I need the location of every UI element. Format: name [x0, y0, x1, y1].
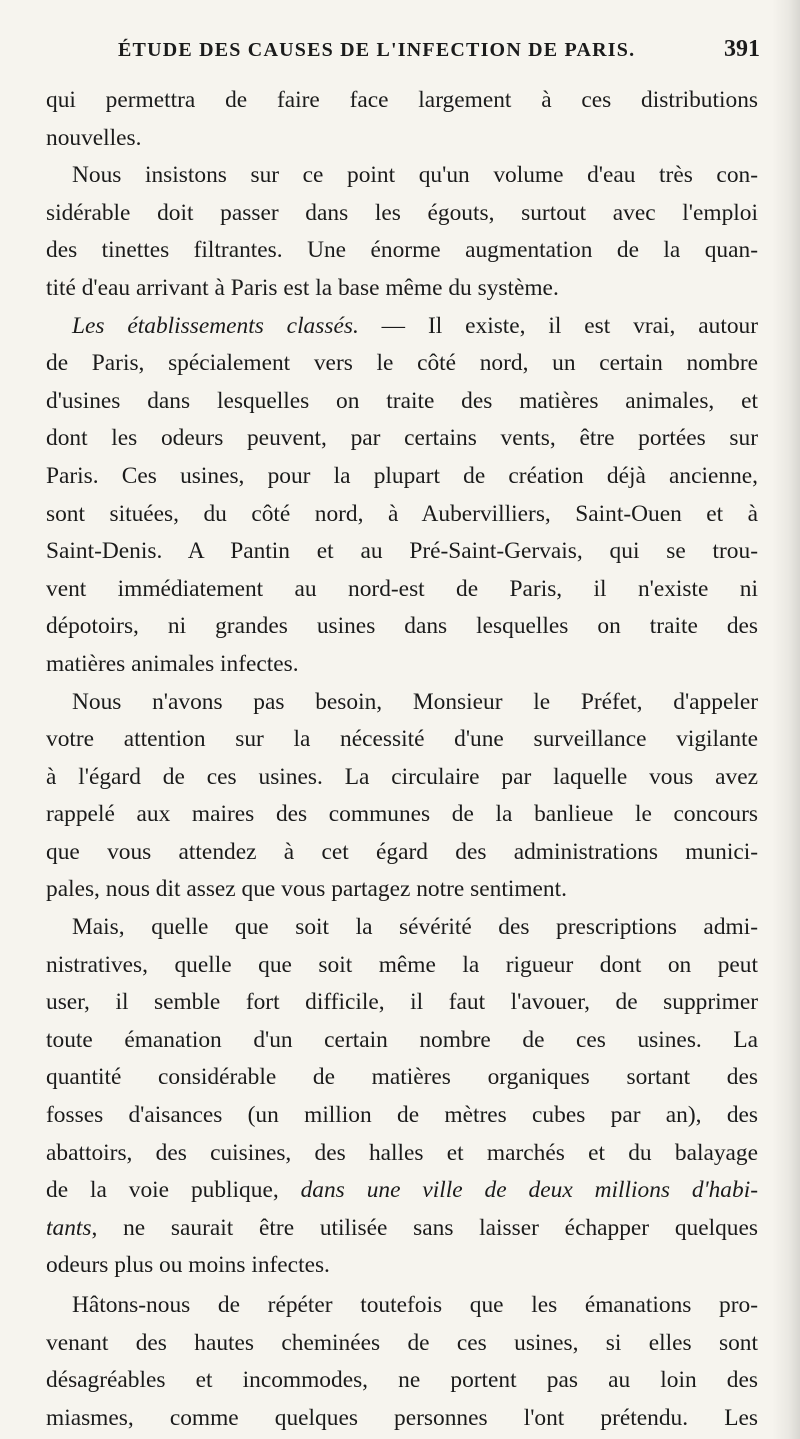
- line-text: sont situées, du côté nord, à Aubervilliers, Saint-Ouen et à: [46, 500, 758, 527]
- text-line: [46, 1059, 758, 1097]
- text-line: [46, 571, 758, 609]
- text-line: [46, 947, 758, 985]
- italic-phrase: dans une ville de deux millions d'habi-: [300, 1177, 758, 1204]
- text-line: [46, 120, 758, 158]
- text-line: [46, 420, 758, 458]
- text-line: [46, 458, 758, 496]
- line-text: user, il semble fort difficile, il faut l'avouer, de supprimer: [46, 989, 758, 1016]
- line-text: matières animales infectes.: [46, 650, 299, 677]
- line-text: votre attention sur la nécessité d'une surveillance vigilante: [46, 726, 758, 753]
- text-line: [46, 232, 758, 270]
- text-line: [46, 646, 758, 684]
- page-number: 391: [724, 36, 760, 62]
- line-text: Nous n'avons pas besoin, Monsieur le Préfet, d'appeler: [72, 688, 758, 715]
- text-line: [46, 1325, 758, 1363]
- line-text: pales, nous dit assez que vous partagez notre sentiment.: [46, 876, 567, 903]
- line-text: des tinettes filtrantes. Une énorme augmentation de la quan-: [46, 237, 758, 264]
- line-text: que vous attendez à cet égard des administrations munici-: [46, 838, 758, 865]
- line-text: vent immédiatement au nord-est de Paris, il n'existe ni: [46, 575, 758, 602]
- line-text: Paris. Ces usines, pour la plupart de création déjà ancienne,: [46, 462, 758, 489]
- text-line: [46, 82, 758, 120]
- text-line: [46, 984, 758, 1022]
- text-line: [46, 270, 758, 308]
- line-text: — Il existe, il est vrai, autour: [358, 312, 758, 339]
- line-text: miasmes, comme quelques personnes l'ont prétendu. Les: [46, 1404, 758, 1431]
- line-text: Hâtons-nous de répéter toutefois que les émanations pro-: [72, 1292, 758, 1318]
- line-text: , ne saurait être utilisée sans laisser échapper quelques: [91, 1214, 758, 1241]
- line-text: dépotoirs, ni grandes usines dans lesquelles on traite des: [46, 613, 758, 640]
- text-line: [46, 608, 758, 646]
- line-text: fosses d'aisances (un million de mètres cubes par an), des: [46, 1102, 758, 1129]
- text-line: [46, 871, 758, 909]
- line-text: qui permettra de faire face largement à ces distributions: [46, 87, 758, 113]
- paragraph-start: [46, 684, 758, 722]
- text-line: [46, 1172, 758, 1210]
- text-line: [46, 1247, 758, 1285]
- section-heading-line: [46, 308, 758, 346]
- line-text: de Paris, spécialement vers le côté nord, un certain nombre: [46, 350, 758, 377]
- line-text: sidérable doit passer dans les égouts, surtout avec l'emploi: [46, 199, 758, 226]
- line-text: d'usines dans lesquelles on traite des matières animales, et: [46, 387, 758, 414]
- line-text: Nous insistons sur ce point qu'un volume d'eau très con-: [72, 162, 758, 189]
- text-line: [46, 195, 758, 233]
- line-text: toute émanation d'un certain nombre de ces usines. La: [46, 1026, 758, 1053]
- text-line: [46, 383, 758, 421]
- line-text: à l'égard de ces usines. La circulaire par laquelle vous avez: [46, 763, 758, 790]
- line-text: Mais, quelle que soit la sévérité des prescriptions admi-: [72, 914, 758, 941]
- paragraph-start: [46, 909, 758, 947]
- line-text: nouvelles.: [46, 124, 142, 151]
- line-text: odeurs plus ou moins infectes.: [46, 1252, 330, 1279]
- text-line: [46, 759, 758, 797]
- line-text: venant des hautes cheminées de ces usines, si elles sont: [46, 1329, 758, 1356]
- paragraph-start: [46, 1287, 758, 1325]
- line-text: de la voie publique,: [46, 1177, 301, 1204]
- text-line: [46, 834, 758, 872]
- line-text: Saint-Denis. A Pantin et au Pré-Saint-Gervais, qui se trou-: [46, 538, 758, 565]
- text-line: [46, 533, 758, 571]
- text-line: [46, 721, 758, 759]
- text-line: [46, 1097, 758, 1135]
- paragraph-start: [46, 157, 758, 195]
- running-title: ÉTUDE DES CAUSES DE L'INFECTION DE PARIS.: [118, 39, 636, 61]
- text-line: [46, 345, 758, 383]
- section-heading: Les établissements classés.: [72, 312, 359, 339]
- page-header: [46, 36, 760, 77]
- italic-phrase: tants: [46, 1214, 92, 1241]
- page-spine-shadow: [772, 0, 800, 1439]
- line-text: dont les odeurs peuvent, par certains vents, être portées sur: [46, 425, 758, 452]
- body-text: [46, 82, 758, 1437]
- text-line: [46, 1210, 758, 1248]
- text-line: [46, 1135, 758, 1173]
- text-line: [46, 796, 758, 834]
- text-line: [46, 1362, 758, 1400]
- text-line: [46, 1400, 758, 1438]
- line-text: tité d'eau arrivant à Paris est la base même du système.: [46, 274, 559, 301]
- text-line: [46, 496, 758, 534]
- line-text: quantité considérable de matières organiques sortant des: [46, 1064, 758, 1091]
- line-text: désagréables et incommodes, ne portent pas au loin des: [46, 1367, 758, 1394]
- text-line: [46, 1022, 758, 1060]
- line-text: rappelé aux maires des communes de la banlieue le concours: [46, 801, 758, 828]
- line-text: abattoirs, des cuisines, des halles et marchés et du balayage: [46, 1139, 758, 1166]
- line-text: nistratives, quelle que soit même la rigueur dont on peut: [46, 951, 758, 978]
